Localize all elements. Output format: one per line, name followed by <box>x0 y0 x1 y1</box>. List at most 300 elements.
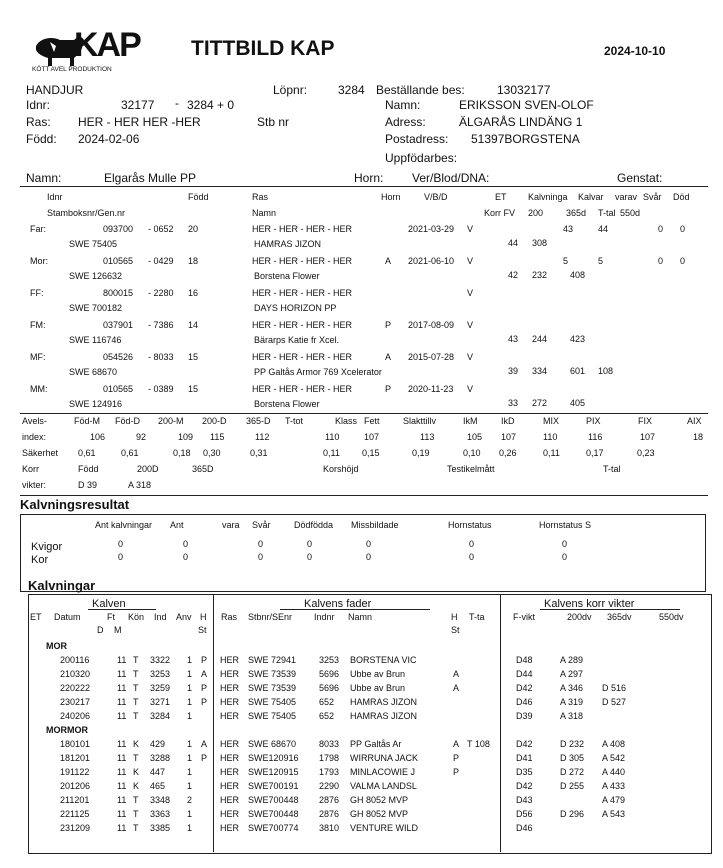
sakerhet-value: 0,17 <box>586 448 604 458</box>
kv-h-fst: St <box>451 625 460 635</box>
ped-date: 2021-06-10 <box>408 256 455 266</box>
kv-namn: Ubbe av Brun <box>350 683 406 693</box>
fodd-value: 2024-02-06 <box>78 132 140 146</box>
kr-value: 0 <box>469 539 475 549</box>
kv-anv: 2 <box>187 795 193 805</box>
kv-namn: VENTURE WILD <box>350 823 419 833</box>
kv-stbnr: SWE 72941 <box>248 655 297 665</box>
kv-fvikt: D43 <box>516 795 533 805</box>
kv-anv: 1 <box>187 753 193 763</box>
ped-name: PP Galtås Armor 769 Xcelerator <box>254 367 382 377</box>
index-label: 200-D <box>202 416 227 426</box>
group-fader: Kalvens fader <box>304 598 372 610</box>
kv-ind: 465 <box>150 781 166 791</box>
kv-h-m: M <box>114 625 122 635</box>
adress-value: ÄLGARÅS LINDÄNG 1 <box>459 115 583 129</box>
ped-id2: - 0652 <box>148 224 174 234</box>
vikter-200: A 318 <box>128 480 152 490</box>
kv-h: A <box>201 739 208 749</box>
kv-365: A 543 <box>602 809 626 819</box>
kr-header: Ant kalvningar <box>95 520 153 530</box>
ped-365: 423 <box>570 334 586 344</box>
ras-label: Ras: <box>26 115 51 129</box>
kv-namn: GH 8052 MVP <box>350 795 409 805</box>
sakerhet-value: 0,30 <box>203 448 221 458</box>
kv-kon: K <box>133 781 140 791</box>
ped-v: V <box>467 384 474 394</box>
ped-born: 14 <box>188 320 199 330</box>
index-label: IkD <box>501 416 515 426</box>
ped-name: Borstena Flower <box>254 271 320 281</box>
fodd-label: Född: <box>26 132 57 146</box>
idnr-value: 32177 <box>121 98 155 112</box>
sakerhet-value: 0,19 <box>412 448 430 458</box>
kv-ras: HER <box>220 655 240 665</box>
kv-h-365: 365dv <box>607 612 632 622</box>
kv-stbnr: SWE 73539 <box>248 669 297 679</box>
animal-name-label: Namn: <box>26 171 62 185</box>
ped-name: Bärarps Katie fr Xcel. <box>254 335 340 345</box>
ped-korr: 39 <box>508 366 519 376</box>
kv-namn: GH 8052 MVP <box>350 809 409 819</box>
kv-ft: 11 <box>117 795 127 805</box>
vikter-label: vikter: <box>22 480 47 490</box>
ped-h-kalvar: Kalvar <box>578 192 604 202</box>
kv-h: P <box>201 753 208 763</box>
divider <box>20 186 708 187</box>
ped-korr: 43 <box>508 334 519 344</box>
ped-v: V <box>467 256 474 266</box>
kv-ind: 3385 <box>150 823 171 833</box>
ped-role: MM: <box>30 384 48 394</box>
sakerhet-value: 0,31 <box>250 448 268 458</box>
kr-header: Ant <box>170 520 184 530</box>
kv-kon: T <box>133 753 139 763</box>
bestallande-label: Beställande bes: <box>376 83 465 97</box>
kv-h-stbnr: Stbnr/SEnr <box>248 612 293 622</box>
kv-fvikt: D42 <box>516 739 533 749</box>
kr-value: 0 <box>258 552 264 562</box>
korr-korshojd: Korshöjd <box>323 464 359 474</box>
lopnr-label: Löpnr: <box>273 83 308 97</box>
index-value: 107 <box>640 432 656 442</box>
sakerhet-value: 0,15 <box>362 448 380 458</box>
ped-role: FF: <box>30 288 44 298</box>
korr-fodd: Född <box>78 464 99 474</box>
kv-kon: K <box>133 767 140 777</box>
index-label: 365-D <box>246 416 271 426</box>
kv-kon: T <box>133 823 139 833</box>
sakerhet-value: 0,61 <box>78 448 96 458</box>
ped-ras: HER - HER - HER - HER <box>252 288 353 298</box>
ped-h-idnr: Idnr <box>47 192 63 202</box>
sakerhet-value: 0,11 <box>323 448 340 458</box>
kv-ft: 11 <box>117 739 127 749</box>
kv-kon: T <box>133 655 139 665</box>
kv-ft: 11 <box>117 781 127 791</box>
verblod-label: Ver/Blod/DNA: <box>412 171 490 185</box>
ped-role: Mor: <box>30 256 48 266</box>
kv-h-anv: Anv <box>176 612 192 622</box>
owner-name: ERIKSSON SVEN-OLOF <box>459 98 594 112</box>
kv-fh: P <box>453 767 460 777</box>
kr-value: 0 <box>562 539 568 549</box>
kv-h-indnr: Indnr <box>314 612 335 622</box>
kv-fvikt: D42 <box>516 683 533 693</box>
kv-h: A <box>201 669 208 679</box>
kv-indnr: 1793 <box>319 767 340 777</box>
kv-ft: 11 <box>117 669 127 679</box>
kv-ind: 3322 <box>150 655 171 665</box>
index-label: Föd-M <box>74 416 101 426</box>
kv-365: A 542 <box>602 753 626 763</box>
kv-h-fh: H <box>451 612 458 622</box>
kv-stbnr: SWE700448 <box>248 795 299 805</box>
kv-datum: 210320 <box>60 669 91 679</box>
kv-ras: HER <box>220 711 240 721</box>
kv-ras: HER <box>220 767 240 777</box>
ped-h-horn: Horn <box>381 192 401 202</box>
kr-value: 0 <box>469 552 475 562</box>
ped-200: 232 <box>532 270 548 280</box>
kv-h-st: St <box>198 625 207 635</box>
index-label: Slakttillv <box>403 416 437 426</box>
idnr-separator: - <box>175 96 179 110</box>
kr-value: 0 <box>307 539 313 549</box>
index-label: MIX <box>543 416 560 426</box>
kv-200: A 289 <box>560 655 584 665</box>
kv-fvikt: D44 <box>516 669 533 679</box>
kr-header: vara <box>222 520 240 530</box>
index-value: 115 <box>210 432 225 442</box>
index-value: 107 <box>364 432 380 442</box>
kv-ind: 3253 <box>150 669 171 679</box>
kv-kon: T <box>133 683 139 693</box>
kr-value: 0 <box>118 539 124 549</box>
kv-indnr: 3810 <box>319 823 340 833</box>
ped-h-stambok: Stamboksnr/Gen.nr <box>47 208 126 218</box>
index-label: T-tot <box>285 416 304 426</box>
kv-ft: 11 <box>117 683 127 693</box>
ped-200: 272 <box>532 398 548 408</box>
kv-h-tta: T-ta <box>469 612 485 622</box>
index-row-label: index: <box>22 432 47 442</box>
kv-200: A 319 <box>560 697 584 707</box>
lopnr-value: 3284 <box>338 83 365 97</box>
ped-varav: 0 <box>658 256 664 266</box>
kr-value: 0 <box>366 539 372 549</box>
kr-value: 0 <box>307 552 313 562</box>
kv-datum: 191122 <box>60 767 90 777</box>
index-label: FIX <box>638 416 653 426</box>
kv-365: A 433 <box>602 781 626 791</box>
ped-200: 244 <box>532 334 548 344</box>
kv-200: A 346 <box>560 683 584 693</box>
kv-ft: 11 <box>117 697 127 707</box>
ped-365: 405 <box>570 398 586 408</box>
ped-id1: 800015 <box>103 288 134 298</box>
kv-fvikt: D46 <box>516 823 533 833</box>
ped-id1: 010565 <box>103 384 134 394</box>
ped-id2: - 0429 <box>148 256 174 266</box>
ped-horn: A <box>385 352 392 362</box>
kv-indnr: 5696 <box>319 683 340 693</box>
ped-h-365: 365d <box>566 208 587 218</box>
kv-fvikt: D46 <box>516 697 533 707</box>
divider <box>213 595 214 852</box>
ped-ras: HER - HER - HER - HER <box>252 320 353 330</box>
kv-anv: 1 <box>187 683 193 693</box>
kr-value: 0 <box>366 552 372 562</box>
ped-date: 2021-03-29 <box>408 224 455 234</box>
ped-h-200: 200 <box>528 208 544 218</box>
idnr-label: Idnr: <box>26 98 51 112</box>
kv-ras: HER <box>220 697 240 707</box>
kv-h: P <box>201 697 208 707</box>
index-value: 105 <box>467 432 483 442</box>
kv-anv: 1 <box>187 809 193 819</box>
kv-datum: 211201 <box>60 795 90 805</box>
ped-h-vbd: V/B/D <box>424 192 448 202</box>
logo-subtitle: KÖTT AVEL PRODUKTION <box>32 66 112 73</box>
index-value: 109 <box>178 432 194 442</box>
kr-value: 0 <box>183 552 189 562</box>
kr-value: 0 <box>258 539 264 549</box>
ped-h-550: 550d <box>620 208 641 218</box>
kv-ind: 3363 <box>150 809 171 819</box>
ped-h-namn: Namn <box>252 208 277 218</box>
kr-value: 0 <box>118 552 124 562</box>
ped-horn: A <box>385 256 392 266</box>
kv-anv: 1 <box>187 767 193 777</box>
kv-stbnr: SWE 68670 <box>248 739 297 749</box>
ped-name: Borstena Flower <box>254 399 320 409</box>
ped-v: V <box>467 320 474 330</box>
kv-indnr: 652 <box>319 697 335 707</box>
ped-200: 334 <box>532 366 548 376</box>
kr-row-label: Kvigor <box>31 541 63 553</box>
kv-ind: 429 <box>150 739 166 749</box>
ped-korr: 33 <box>508 398 519 408</box>
kv-stbnr: SWE120916 <box>248 753 299 763</box>
kv-namn: MINLACOWIE J <box>350 767 416 777</box>
genstat-label: Genstat: <box>617 171 663 185</box>
ped-stb: SWE 75405 <box>69 239 118 249</box>
ped-h-kalvninga: Kalvninga <box>528 192 568 202</box>
kv-ft: 11 <box>117 711 127 721</box>
ped-id2: - 0389 <box>148 384 174 394</box>
animal-name: Elgarås Mulle PP <box>104 171 197 185</box>
index-label: IkM <box>463 416 478 426</box>
ped-stb: SWE 700182 <box>69 303 123 313</box>
ped-365: 601 <box>570 366 586 376</box>
sakerhet-value: 0,10 <box>463 448 481 458</box>
kv-h-h: H <box>200 612 207 622</box>
ped-born: 15 <box>188 384 199 394</box>
kv-datum: 181201 <box>60 753 91 763</box>
kv-365: D 527 <box>602 697 627 707</box>
kv-stbnr: SWE 75405 <box>248 711 297 721</box>
ped-korr: 44 <box>508 238 519 248</box>
ped-h-dod: Död <box>673 192 690 202</box>
kv-ind: 447 <box>150 767 166 777</box>
kv-tta: T 108 <box>467 739 490 749</box>
kv-anv: 1 <box>187 655 193 665</box>
group-vikter: Kalvens korr vikter <box>544 598 635 610</box>
kv-anv: 1 <box>187 711 193 721</box>
ped-h-svar: Svår <box>643 192 662 202</box>
kv-200: D 232 <box>560 739 585 749</box>
ped-role: MF: <box>30 352 46 362</box>
korr-200: 200D <box>137 464 159 474</box>
kv-section-label: MORMOR <box>46 725 88 735</box>
kr-header: Dödfödda <box>294 520 334 530</box>
kv-h-200: 200dv <box>567 612 592 622</box>
kv-datum: 200116 <box>60 655 90 665</box>
kv-anv: 1 <box>187 669 193 679</box>
vikter-fodd: D 39 <box>78 480 98 490</box>
group-kalven: Kalven <box>92 598 126 610</box>
kv-section-label: MOR <box>46 641 67 651</box>
ped-id2: - 8033 <box>148 352 174 362</box>
kr-header: Svår <box>252 520 271 530</box>
kv-kon: T <box>133 711 139 721</box>
kv-365: A 479 <box>602 795 626 805</box>
kv-kon: T <box>133 795 139 805</box>
kr-row-label: Kor <box>31 554 49 566</box>
ped-role: FM: <box>30 320 46 330</box>
kv-indnr: 1798 <box>319 753 340 763</box>
kv-h-ft: Ft <box>107 612 115 622</box>
sakerhet-value: 0,61 <box>121 448 139 458</box>
idnr-value2: 3284 + 0 <box>187 98 235 112</box>
kv-ft: 11 <box>117 823 127 833</box>
ras-value: HER - HER HER -HER <box>78 115 201 129</box>
kv-fh: A <box>453 669 460 679</box>
ped-name: DAYS HORIZON PP <box>254 303 337 313</box>
kv-200: D 272 <box>560 767 585 777</box>
sakerhet-value: 0,26 <box>499 448 517 458</box>
korr-365: 365D <box>192 464 214 474</box>
ped-stb: SWE 68670 <box>69 367 118 377</box>
ped-v: V <box>467 288 474 298</box>
kv-ras: HER <box>220 683 240 693</box>
kv-ras: HER <box>220 781 240 791</box>
kv-stbnr: SWE700191 <box>248 781 299 791</box>
kv-stbnr: SWE 75405 <box>248 697 297 707</box>
sakerhet-value: 0,18 <box>173 448 191 458</box>
stb-label: Stb nr <box>257 115 290 129</box>
kv-indnr: 652 <box>319 711 335 721</box>
kv-anv: 1 <box>187 739 193 749</box>
kv-h-d: D <box>97 625 104 635</box>
kv-datum: 201206 <box>60 781 91 791</box>
ped-id2: - 7386 <box>148 320 174 330</box>
ped-v: V <box>467 352 474 362</box>
ped-kalv: 43 <box>563 224 574 234</box>
kv-ras: HER <box>220 739 240 749</box>
kv-indnr: 2290 <box>319 781 340 791</box>
kv-anv: 1 <box>187 697 193 707</box>
ped-ttal: 108 <box>598 366 614 376</box>
kv-h-ras: Ras <box>221 612 238 622</box>
ped-dod: 0 <box>680 256 686 266</box>
kv-fh: A <box>453 683 460 693</box>
ped-born: 16 <box>188 288 199 298</box>
kv-ras: HER <box>220 669 240 679</box>
korr-ttal: T-tal <box>603 464 621 474</box>
kv-ft: 11 <box>117 753 127 763</box>
report-date: 2024-10-10 <box>604 44 666 58</box>
kv-stbnr: SWE120915 <box>248 767 299 777</box>
bestallande-value: 13032177 <box>497 83 551 97</box>
kv-200: D 305 <box>560 753 585 763</box>
postadress-value: 51397BORGSTENA <box>471 132 580 146</box>
kv-h: P <box>201 655 208 665</box>
ped-h-et: ET <box>495 192 507 202</box>
logo-text: KAP <box>74 26 140 64</box>
ped-role: Far: <box>30 224 47 234</box>
ped-ras: HER - HER - HER - HER <box>252 352 353 362</box>
kv-datum: 220222 <box>60 683 91 693</box>
ped-name: HAMRAS JIZON <box>254 239 322 249</box>
index-label: Fett <box>364 416 380 426</box>
kv-ras: HER <box>220 795 240 805</box>
ped-h-varav: varav <box>615 192 638 202</box>
sakerhet-value: 0,23 <box>637 448 655 458</box>
kv-ras: HER <box>220 823 240 833</box>
kv-fvikt: D41 <box>516 753 533 763</box>
kv-fh: P <box>453 753 460 763</box>
kv-fvikt: D42 <box>516 781 533 791</box>
kv-ind: 3271 <box>150 697 171 707</box>
kr-value: 0 <box>562 552 568 562</box>
kv-h-kon: Kön <box>128 612 145 622</box>
kv-datum: 240206 <box>60 711 91 721</box>
index-value: 92 <box>136 432 147 442</box>
ped-ras: HER - HER - HER - HER <box>252 256 353 266</box>
kv-h-ind: Ind <box>154 612 167 622</box>
kv-ft: 11 <box>117 809 127 819</box>
kv-200: D 296 <box>560 809 585 819</box>
kv-365: D 516 <box>602 683 627 693</box>
kv-indnr: 2876 <box>319 809 340 819</box>
divider <box>20 495 708 496</box>
kv-indnr: 2876 <box>319 795 340 805</box>
ped-born: 18 <box>188 256 199 266</box>
adress-label: Adress: <box>385 115 426 129</box>
kv-h-550: 550dv <box>659 612 684 622</box>
ped-date: 2017-08-09 <box>408 320 455 330</box>
ped-date: 2015-07-28 <box>408 352 455 362</box>
kv-h-et: ET <box>30 612 42 622</box>
kv-datum: 221125 <box>60 809 90 819</box>
index-value: 110 <box>325 432 340 442</box>
index-value: 116 <box>588 432 603 442</box>
page-title: TITTBILD KAP <box>191 37 335 60</box>
ped-id1: 010565 <box>103 256 134 266</box>
owner-name-label: Namn: <box>385 98 421 112</box>
ped-id2: - 2280 <box>148 288 174 298</box>
postadress-label: Postadress: <box>385 132 449 146</box>
kv-kon: K <box>133 739 140 749</box>
kv-indnr: 8033 <box>319 739 340 749</box>
kv-ind: 3259 <box>150 683 171 693</box>
kv-ft: 11 <box>117 767 127 777</box>
kv-datum: 230217 <box>60 697 91 707</box>
kv-stbnr: SWE700448 <box>248 809 299 819</box>
kv-kon: T <box>133 697 139 707</box>
